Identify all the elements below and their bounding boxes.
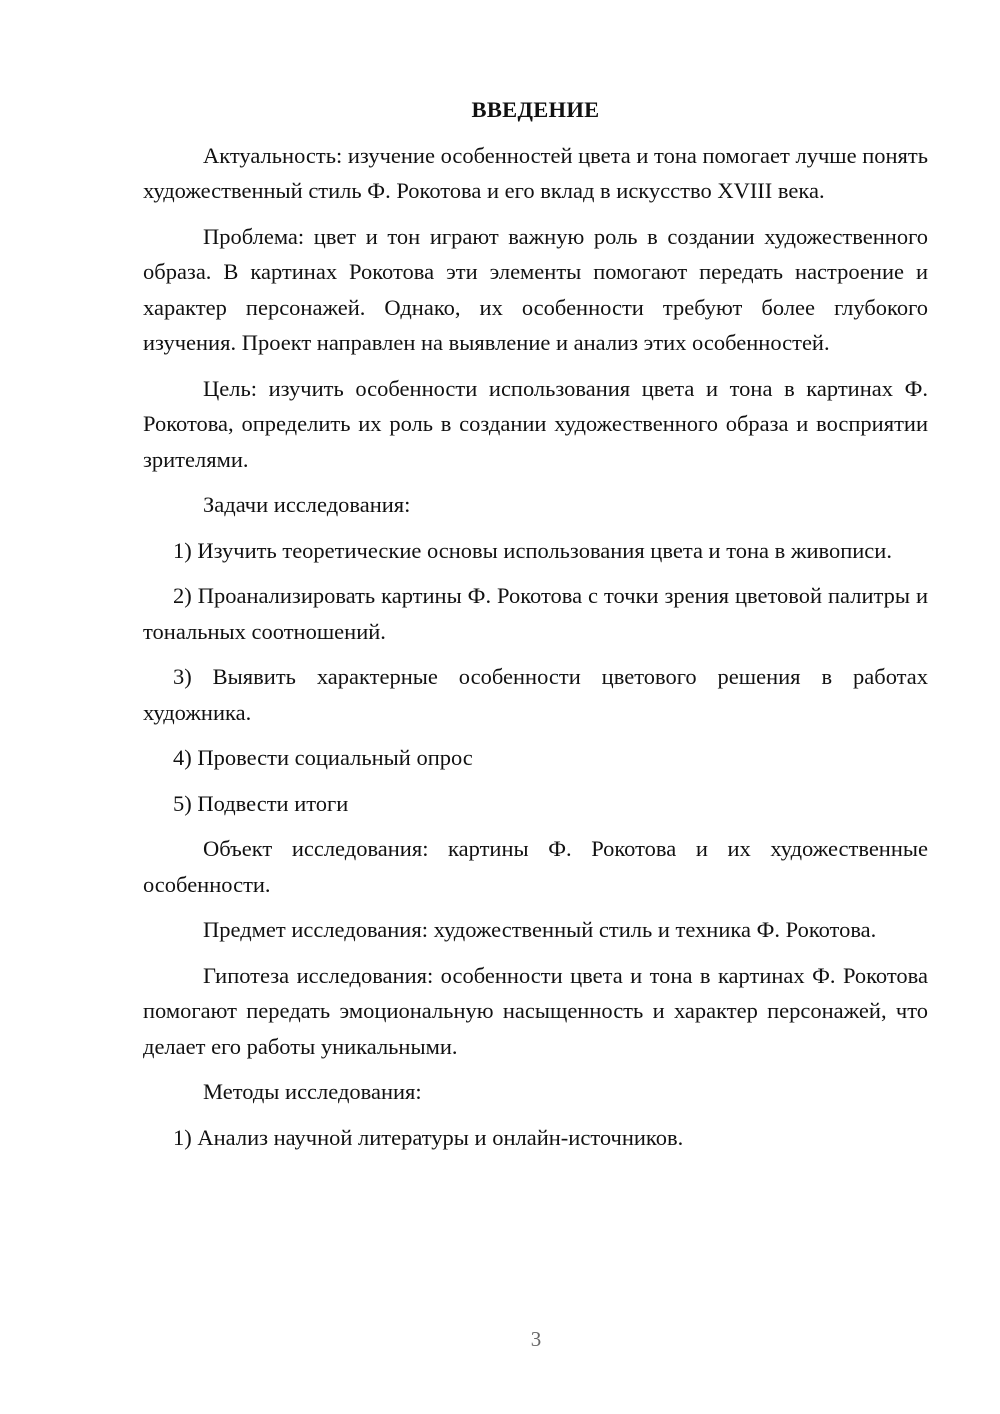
tasks-title: Задачи исследования: (203, 492, 411, 517)
methods-title: Методы исследования: (203, 1079, 422, 1104)
section-heading: ВВЕДЕНИЕ (471, 97, 600, 122)
page-number: 3 (530, 1327, 542, 1351)
task-item-4: 4) Провести социальный опрос (173, 745, 473, 770)
page-content (143, 92, 928, 1165)
task-item-5: 5) Подвести итоги (173, 790, 349, 816)
object-paragraph: Объект исследования: картины Ф. Рокотова и их художественные особенности. (143, 836, 928, 897)
task-item-3: 3) Выявить характерные особенности цветового решения в работах художника. (143, 664, 928, 725)
hypothesis-paragraph: Гипотеза исследования: особенности цвета и тона в картинах Ф. Рокотова помогают передать эмоциональную насыщенность и характер персонажей, что делает его работы уникальными. (143, 962, 928, 1059)
task-item-2: 2) Проанализировать картины Ф. Рокотова с точки зрения цветовой палитры и тональных соотношений. (143, 583, 928, 644)
method-item-1: 1) Анализ научной литературы и онлайн-источников. (173, 1124, 684, 1150)
task-item-1: 1) Изучить теоретические основы использования цвета и тона в живописи. (173, 537, 892, 563)
problem-paragraph: Проблема: цвет и тон играют важную роль в создании художественного образа. В картинах Рокотова эти элементы помогают передать настроение и характер персонажей. Однако, их особенности требуют более глубокого изучения. Проект направлен на выявление и анализ этих особенностей. (143, 223, 928, 355)
subject-paragraph: Предмет исследования: художественный стиль и техника Ф. Рокотова. (203, 917, 877, 942)
goal-paragraph: Цель: изучить особенности использования цвета и тона в картинах Ф. Рокотова, определить их роль в создании художественного образа и восприятии зрителями. (143, 375, 928, 472)
relevance-paragraph: Актуальность: изучение особенностей цвета и тона помогает лучше понять художественный стиль Ф. Рокотова и его вклад в искусство XVIII века. (143, 142, 928, 203)
